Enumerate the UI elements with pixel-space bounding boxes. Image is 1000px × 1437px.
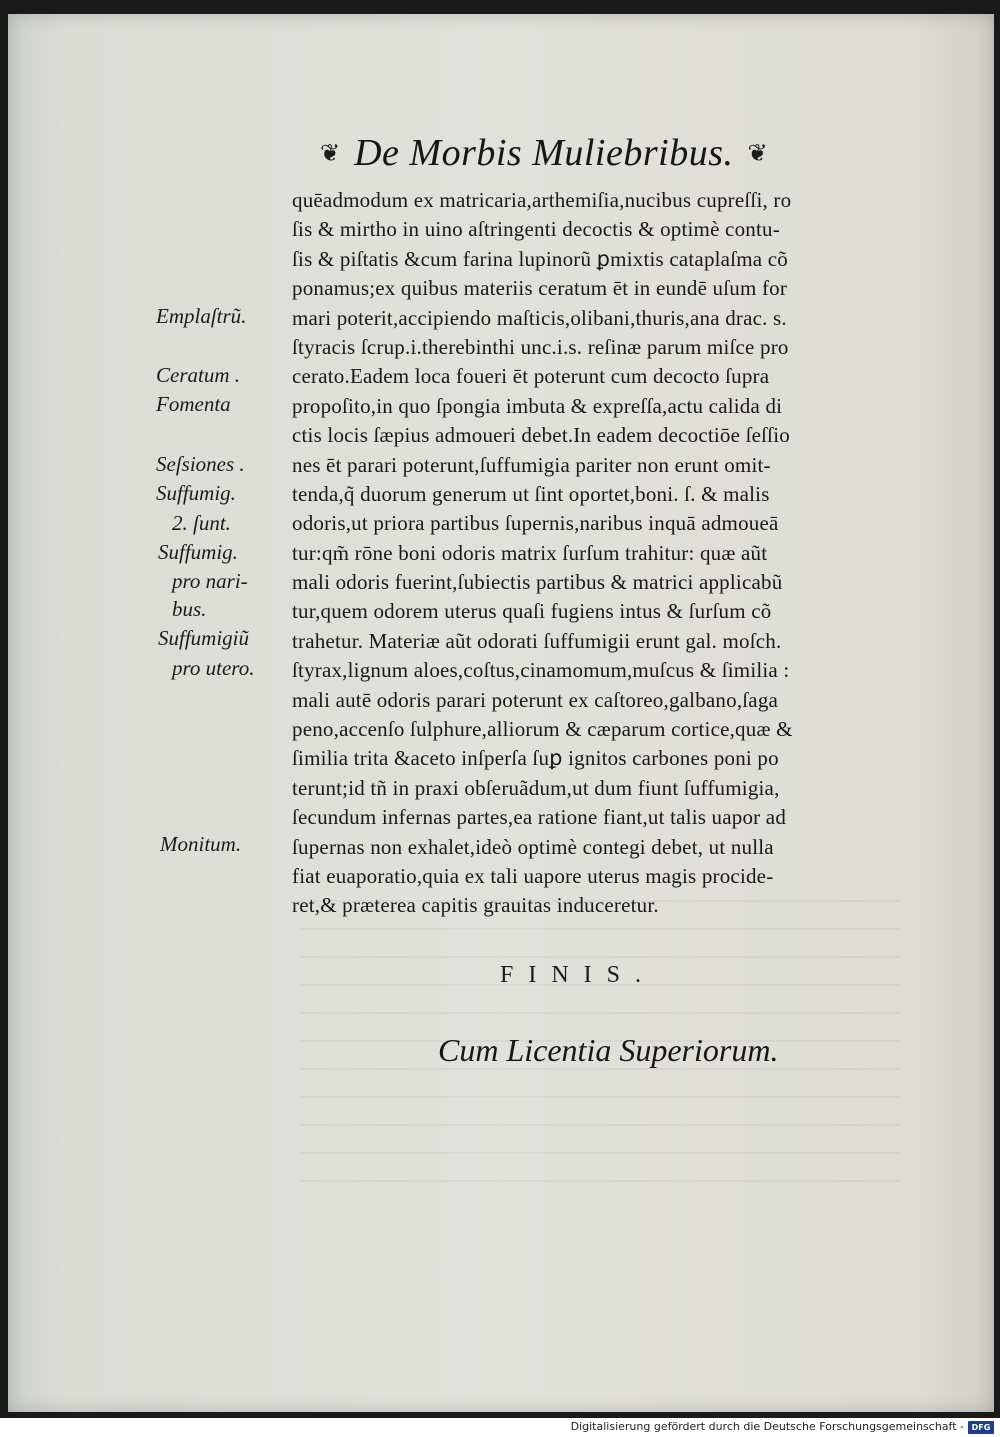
body-line: terunt;id tñ in praxi obſeruãdum,ut dum fiunt ſuffumigia,	[292, 775, 780, 800]
footer-bar	[0, 1418, 1000, 1437]
body-line: ponamus;ex quibus materiis ceratum ēt in eundē uſum for	[292, 276, 788, 301]
body-line: tenda,q̃ duorum generum ut ſint oportet,boni. ſ. & malis	[292, 481, 770, 506]
marginal-note: Emplaſtrũ.	[156, 304, 247, 328]
body-line: propoſito,in quo ſpongia imbuta & expreſſa,actu calida di	[292, 393, 783, 418]
body-line: ſis & piſtatis &cum farina lupinorũ ꝑmixtis cataplaſma cõ	[292, 246, 788, 271]
body-line: ſupernas non exhalet,ideò optimè contegi debet, ut nulla	[292, 834, 774, 859]
body-line: tur:qm̃ rōne boni odoris matrix ſurſum trahitur: quæ aũt	[292, 540, 768, 565]
marginal-note: bus.	[172, 597, 207, 621]
body-line: ſis & mirtho in uino aſtringenti decoctis & optimè contu-	[292, 217, 780, 242]
body-line: ſecundum infernas partes,ea ratione fiant,ut talis uapor ad	[292, 805, 787, 830]
marginal-note: Fomenta	[156, 392, 231, 416]
body-line: quēadmodum ex matricaria,arthemiſia,nucibus cupreſſi, ro	[292, 188, 792, 212]
dfg-logo: DFG	[968, 1421, 994, 1434]
body-line: nes ēt parari poterunt,ſuffumigia pariter non erunt omit-	[292, 452, 771, 477]
body-line: ſtyracis ſcrup.i.therebinthi unc.i.s. reſinæ parum miſce pro	[292, 334, 789, 359]
funding-notice: Digitalisierung gefördert durch die Deutsche Forschungsgemeinschaft -	[570, 1420, 964, 1433]
license-line: Cum Licentia Superiorum.	[438, 1032, 779, 1068]
body-line: ſtyrax,lignum aloes,coſtus,cinamomum,muſcus & ſimilia :	[292, 658, 790, 683]
body-text	[292, 186, 937, 921]
marginal-note: pro nari-	[172, 569, 248, 593]
body-line: odoris,ut priora partibus ſupernis,naribus inquā admoueā	[292, 511, 779, 536]
marginal-note: Monitum.	[160, 832, 242, 856]
finis-heading: FINIS.	[500, 962, 657, 988]
marginal-note: 2. ſunt.	[172, 511, 231, 535]
body-line: tur,quem odorem uterus quaſi fugiens intus & ſurſum cõ	[292, 599, 772, 624]
body-line: peno,accenſo ſulphure,alliorum & cæparum cortice,quæ &	[292, 717, 793, 742]
body-line: fiat euaporatio,quia ex tali uapore uterus magis procide-	[292, 863, 774, 888]
marginal-note: Suffumig.	[156, 481, 236, 505]
body-line: ret,& præterea capitis grauitas induceretur.	[292, 893, 659, 918]
body-line: cerato.Eadem loca foueri ēt poterunt cum decocto ſupra	[292, 364, 770, 389]
marginal-note: Ceratum .	[156, 363, 240, 387]
left-fleuron-icon: ❦	[320, 139, 341, 167]
marginal-note: Suffumigiũ	[158, 626, 250, 650]
body-line: ſimilia trita &aceto inſperſa ſuꝑ ignitos carbones poni po	[292, 746, 779, 771]
body-line: trahetur. Materiæ aũt odorati ſuffumigii erunt gal. moſch.	[292, 628, 782, 653]
body-line: mali autē odoris parari poterunt ex caſtoreo,galbano,ſaga	[292, 687, 779, 712]
marginal-note: pro utero.	[172, 656, 255, 680]
marginal-note: Suffumig.	[158, 540, 238, 564]
body-line: ctis locis ſæpius admoueri debet.In eadem decoctiōe ſeſſio	[292, 423, 790, 448]
body-line: mali odoris fuerint,ſubiectis partibus & matrici applicabũ	[292, 570, 783, 595]
marginal-note: Seſsiones .	[156, 452, 245, 476]
body-line: mari poterit,accipiendo maſticis,olibani,thuris,ana drac. s.	[292, 305, 787, 330]
right-fleuron-icon: ❦	[747, 139, 768, 167]
running-head	[320, 128, 840, 178]
running-head-title: De Morbis Muliebribus.	[354, 132, 734, 174]
